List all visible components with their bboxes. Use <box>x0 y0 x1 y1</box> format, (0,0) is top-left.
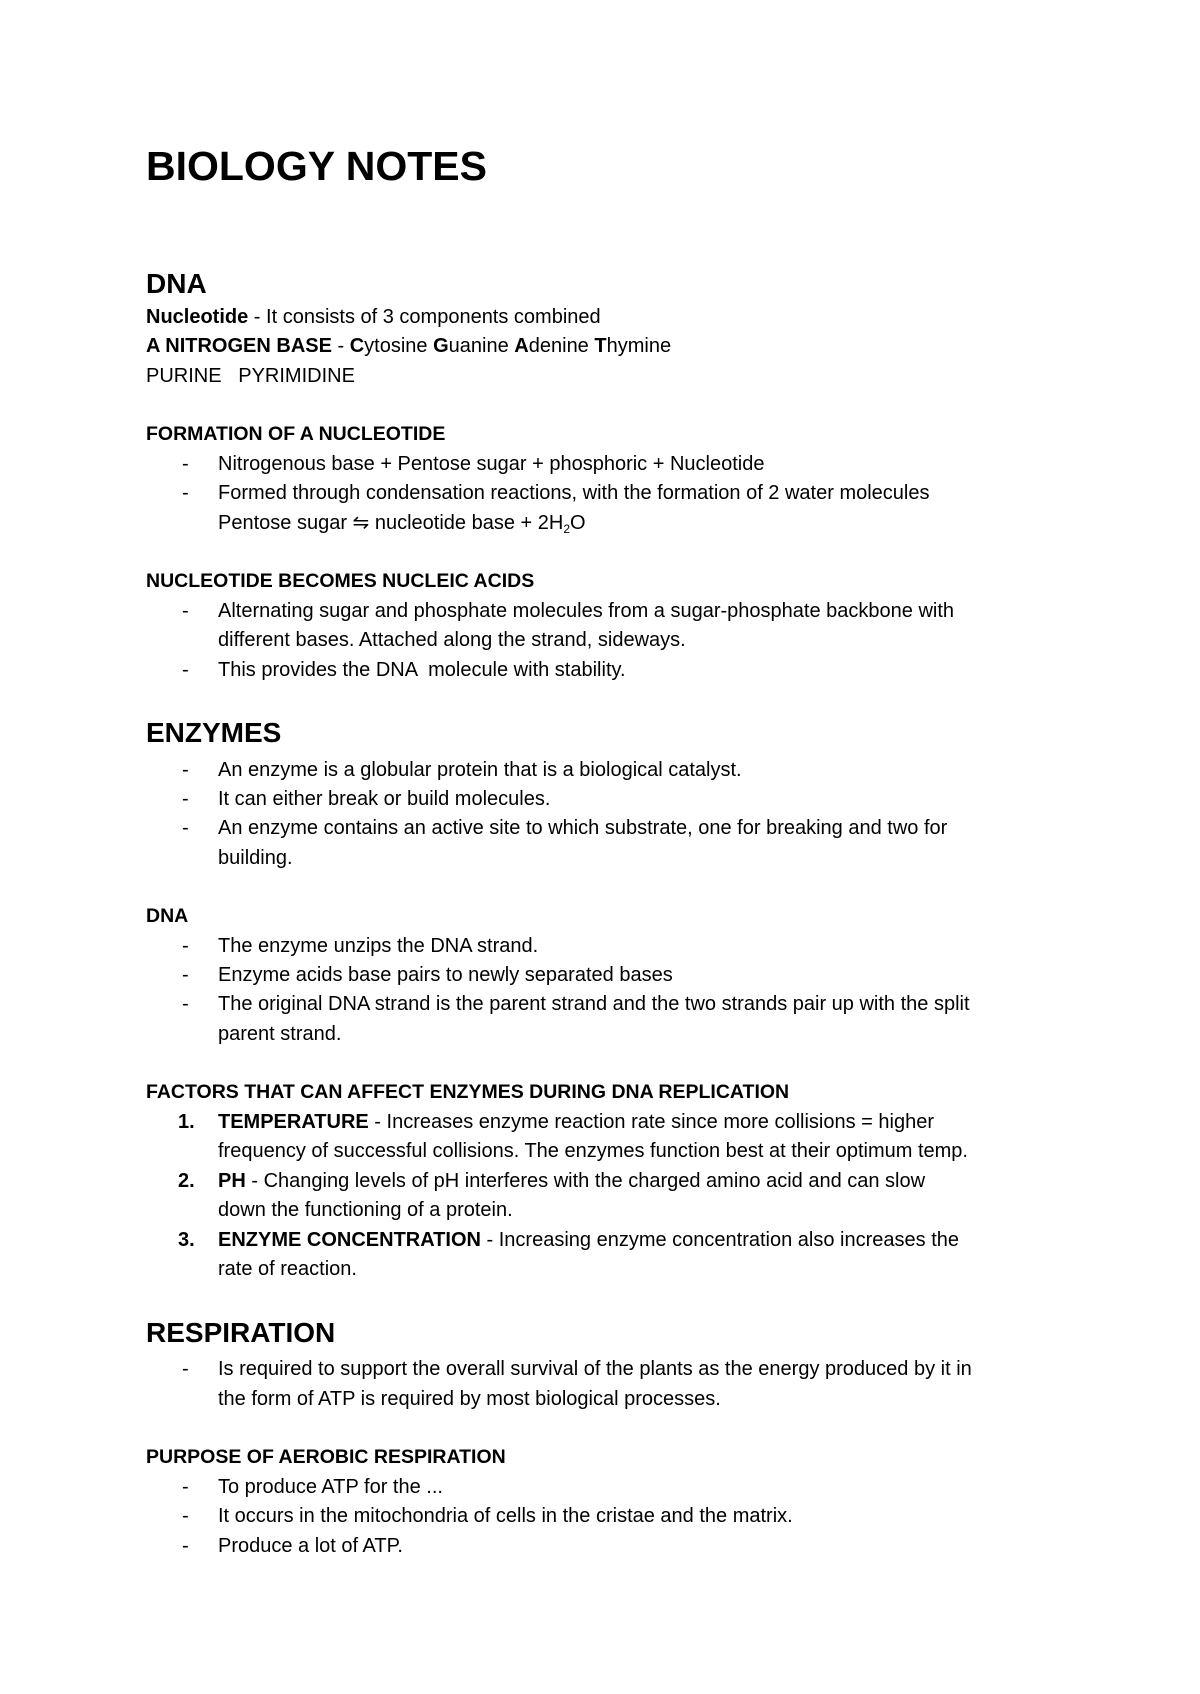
bullet-dash: - <box>182 964 189 986</box>
aerobic-item: It occurs in the mitochondria of cells in the cristae and the matrix. <box>218 1505 793 1527</box>
bullet-dash: - <box>182 1535 189 1557</box>
nitrogen-base-term: A NITROGEN BASE <box>146 335 332 357</box>
respiration-item-continued: the form of ATP is required by most biological processes. <box>218 1388 721 1410</box>
equation-text: Pentose sugar ⇋ nucleotide base + 2H <box>218 512 564 534</box>
bullet-dash: - <box>182 1358 189 1380</box>
factor-item-continued: frequency of successful collisions. The enzymes function best at their optimum temp. <box>218 1140 968 1162</box>
bullet-dash: - <box>182 659 189 681</box>
base-initial: T <box>594 335 607 357</box>
factor-text: - Changing levels of pH interferes with the charged amino acid and can slow <box>245 1170 926 1192</box>
factor-term: TEMPERATURE <box>218 1111 369 1133</box>
list-number: 2. <box>178 1170 195 1192</box>
nitrogen-base-separator: - <box>331 335 350 357</box>
factor-item-continued: down the functioning of a protein. <box>218 1199 513 1221</box>
list-number: 3. <box>178 1229 195 1251</box>
factor-term: PH <box>218 1170 246 1192</box>
base-initial: A <box>514 335 529 357</box>
heading-factors: FACTORS THAT CAN AFFECT ENZYMES DURING DNA REPLICATION <box>146 1081 790 1103</box>
nucleotide-definition <box>146 307 601 327</box>
factor-term: ENZYME CONCENTRATION <box>218 1229 481 1251</box>
nucleic-item-continued: different bases. Attached along the strand, sideways. <box>218 629 686 651</box>
document-title: BIOLOGY NOTES <box>146 143 487 189</box>
factor-text: - Increasing enzyme concentration also increases the <box>480 1229 959 1251</box>
heading-dna: DNA <box>146 268 207 299</box>
enzymes-item: It can either break or build molecules. <box>218 788 551 810</box>
heading-enzymes: ENZYMES <box>146 717 282 748</box>
factor-item <box>218 1171 925 1191</box>
aerobic-item: Produce a lot of ATP. <box>218 1535 403 1557</box>
enzymes-item: An enzyme contains an active site to which substrate, one for breaking and two for <box>218 817 948 839</box>
bullet-dash: - <box>182 453 189 475</box>
respiration-item: Is required to support the overall survival of the plants as the energy produced by it in <box>218 1358 972 1380</box>
nucleic-item: This provides the DNA molecule with stability. <box>218 659 626 681</box>
base-rest: denine <box>528 335 595 357</box>
bullet-dash: - <box>182 482 189 504</box>
bullet-dash: - <box>182 759 189 781</box>
heading-aerobic: PURPOSE OF AEROBIC RESPIRATION <box>146 1446 506 1468</box>
formation-item: Formed through condensation reactions, with the formation of 2 water molecules <box>218 482 930 504</box>
heading-formation: FORMATION OF A NUCLEOTIDE <box>146 423 446 445</box>
heading-nucleic-acids: NUCLEOTIDE BECOMES NUCLEIC ACIDS <box>146 570 535 592</box>
equation-subscript: 2 <box>563 522 570 536</box>
base-initial: G <box>433 335 449 357</box>
aerobic-item: To produce ATP for the ... <box>218 1476 443 1498</box>
dna-enzyme-item: Enzyme acids base pairs to newly separated bases <box>218 964 673 986</box>
base-rest: uanine <box>448 335 515 357</box>
dna-enzyme-item: The enzyme unzips the DNA strand. <box>218 935 539 957</box>
bullet-dash: - <box>182 788 189 810</box>
factor-text: - Increases enzyme reaction rate since more collisions = higher <box>368 1111 935 1133</box>
nucleic-item: Alternating sugar and phosphate molecules from a sugar-phosphate backbone with <box>218 600 955 622</box>
enzymes-item: An enzyme is a globular protein that is a biological catalyst. <box>218 759 742 781</box>
factor-item <box>218 1230 959 1250</box>
bullet-dash: - <box>182 1476 189 1498</box>
formation-item: Nitrogenous base + Pentose sugar + phosphoric + Nucleotide <box>218 453 765 475</box>
dna-enzyme-item: The original DNA strand is the parent strand and the two strands pair up with the split <box>218 993 970 1015</box>
dna-enzyme-item-continued: parent strand. <box>218 1023 342 1045</box>
purine-pyrimidine-line: PURINE PYRIMIDINE <box>146 365 355 387</box>
base-rest: hymine <box>606 335 672 357</box>
heading-dna-enzyme: DNA <box>146 905 189 927</box>
base-initial: C <box>349 335 365 357</box>
nitrogen-base-line <box>146 336 671 356</box>
heading-respiration: RESPIRATION <box>146 1317 336 1348</box>
bullet-dash: - <box>182 993 189 1015</box>
list-number: 1. <box>178 1111 195 1133</box>
factor-item <box>218 1112 934 1132</box>
bullet-dash: - <box>182 600 189 622</box>
nucleotide-term: Nucleotide <box>146 306 249 328</box>
enzymes-item-continued: building. <box>218 847 293 869</box>
bullet-dash: - <box>182 817 189 839</box>
formation-equation <box>218 512 586 536</box>
equation-end: O <box>570 512 586 534</box>
base-rest: ytosine <box>364 335 434 357</box>
bullet-dash: - <box>182 935 189 957</box>
bullet-dash: - <box>182 1505 189 1527</box>
factor-item-continued: rate of reaction. <box>218 1258 357 1280</box>
nucleotide-text: - It consists of 3 components combined <box>248 306 601 328</box>
